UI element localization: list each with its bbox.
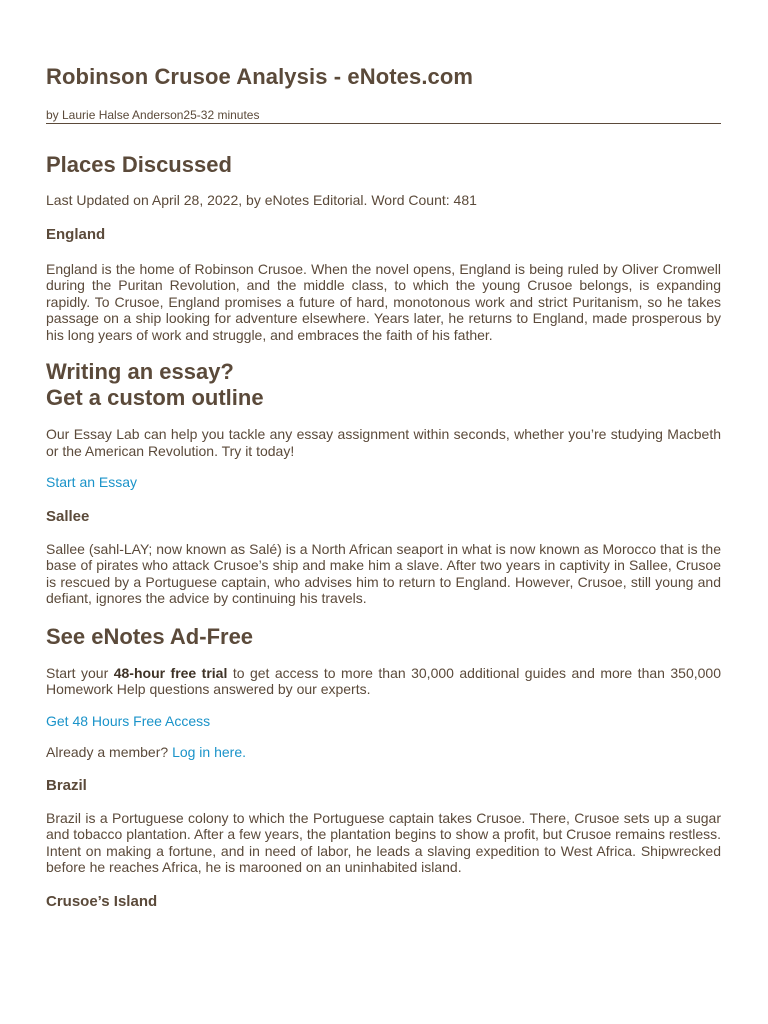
last-updated-text: Last Updated on April 28, 2022, by eNotes Editorial. Word Count: 481: [46, 192, 477, 208]
essay-promo-heading: [46, 359, 721, 411]
byline: by Laurie Halse Anderson25-32 minutes: [46, 108, 721, 124]
get-free-access-link[interactable]: Get 48 Hours Free Access: [46, 712, 211, 729]
places-discussed-heading: Places Discussed: [46, 152, 232, 177]
brazil-paragraph: Brazil is a Portuguese colony to which the Portuguese captain takes Crusoe. There, Crusoe sets up a sugar and tobacco plantation. After a few years, the plantation begins to show a profit, but Crusoe remains restless. Intent on making a fortune, and in need of labor, he leads a slaving expedition to West Africa. Shipwrecked before he reaches Africa, he is marooned on an uninhabited island.: [46, 809, 721, 875]
login-link[interactable]: Log in here.: [172, 744, 247, 760]
page-title: Robinson Crusoe Analysis - eNotes.com: [46, 64, 474, 89]
essay-promo-heading-line1: Writing an essay?: [46, 359, 234, 384]
ad-free-prefix: Start your: [46, 664, 114, 681]
essay-promo-paragraph: Our Essay Lab can help you tackle any essay assignment within seconds, whether you’re studying Macbeth or the American Revolution. Try it today!: [46, 426, 721, 459]
sallee-paragraph: Sallee (sahl-LAY; now known as Salé) is a North African seaport in what is now known as Morocco that is the base of pirates who attack Crusoe’s ship and make him a slave. After two years in captivity in Sallee, Crusoe is rescued by a Portuguese captain, who advises him to return to England. However, Crusoe, still young and defiant, ignores the advice by continuing his travels.: [46, 540, 721, 606]
crusoes-island-heading: Crusoe’s Island: [46, 892, 158, 910]
england-heading: England: [46, 225, 106, 243]
sallee-heading: Sallee: [46, 507, 90, 525]
ad-free-heading: See eNotes Ad-Free: [46, 623, 254, 649]
start-essay-link[interactable]: Start an Essay: [46, 474, 138, 490]
free-trial-emphasis: 48-hour free trial: [113, 664, 228, 681]
essay-promo-heading-line2: Get a custom outline: [46, 385, 264, 410]
ad-free-suffix: to get access to more than 30,000 additional guides and more than 350,000 Homework Help questions answered by our experts.: [46, 664, 721, 697]
member-line: [46, 744, 721, 761]
england-paragraph: England is the home of Robinson Crusoe. When the novel opens, England is being ruled by Oliver Cromwell during the Puritan Revolution, and the middle class, to which the young Crusoe belongs, is expanding rapidly. To Crusoe, England promises a future of hard, monotonous work and strict Puritanism, so he takes passage on a ship looking for adventure elsewhere. Years later, he returns to England, made prosperous by his long years of work and struggle, and embraces the faith of his father.: [46, 260, 721, 343]
member-text: Already a member?: [46, 744, 173, 760]
ad-free-paragraph: [46, 665, 721, 698]
brazil-heading: Brazil: [46, 776, 87, 794]
